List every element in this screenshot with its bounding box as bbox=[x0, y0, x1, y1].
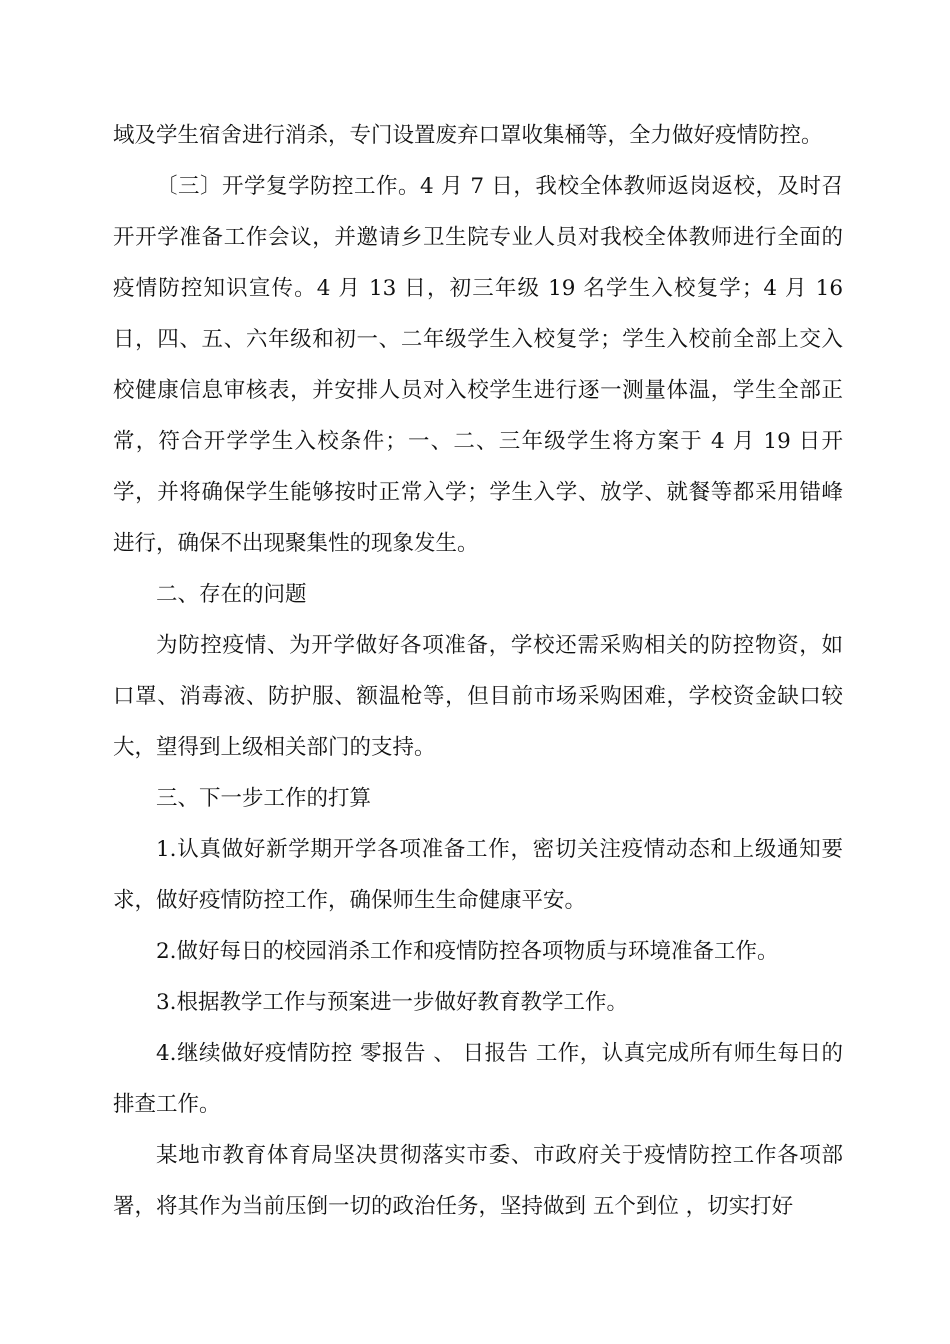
section-heading-next-steps: 三、下一步工作的打算 bbox=[156, 786, 372, 811]
list-item-4: 4.继续做好疫情防控 零报告 、 日报告 工作，认真完成所有师生每日的排查工作。 bbox=[113, 1041, 843, 1117]
paragraph-reopening-prevention: 〔三〕开学复学防控工作。4 月 7 日，我校全体教师返岗返校，及时召开开学准备工作会议，并邀请乡卫生院专业人员对我校全体教师进行全面的疫情防控知识宣传。4 月 13 日，初三年级 19 名学生入校复学；4 月 16 日，四、五、六年级和初一、二年级学生入校复学；学生入校前全部上交入校健康信息审核表，并安排人员对入校学生进行逐一测量体温，学生全部正常，符合开学学生入校条件；一、二、三年级学生将方案于 4 月 19 日开学，并将确保学生能够按时正常入学；学生入学、放学、就餐等都采用错峰进行，确保不出现聚集性的现象发生。 bbox=[113, 174, 843, 556]
paragraph-bureau: 某地市教育体育局坚决贯彻落实市委、市政府关于疫情防控工作各项部署，将其作为当前压倒一切的政治任务，坚持做到 五个到位 ，切实打好 bbox=[113, 1143, 843, 1219]
section-heading-problems: 二、存在的问题 bbox=[156, 582, 307, 607]
list-item-2: 2.做好每日的校园消杀工作和疫情防控各项物质与环境准备工作。 bbox=[156, 939, 779, 964]
document-body bbox=[113, 110, 843, 1232]
paragraph-continuation: 域及学生宿舍进行消杀，专门设置废弃口罩收集桶等，全力做好疫情防控。 bbox=[113, 123, 823, 148]
list-item-1: 1.认真做好新学期开学各项准备工作，密切关注疫情动态和上级通知要求，做好疫情防控工作，确保师生生命健康平安。 bbox=[113, 837, 843, 913]
paragraph-problems: 为防控疫情、为开学做好各项准备，学校还需采购相关的防控物资，如口罩、消毒液、防护服、额温枪等，但目前市场采购困难，学校资金缺口较大，望得到上级相关部门的支持。 bbox=[113, 633, 843, 760]
list-item-3: 3.根据教学工作与预案进一步做好教育教学工作。 bbox=[156, 990, 629, 1015]
